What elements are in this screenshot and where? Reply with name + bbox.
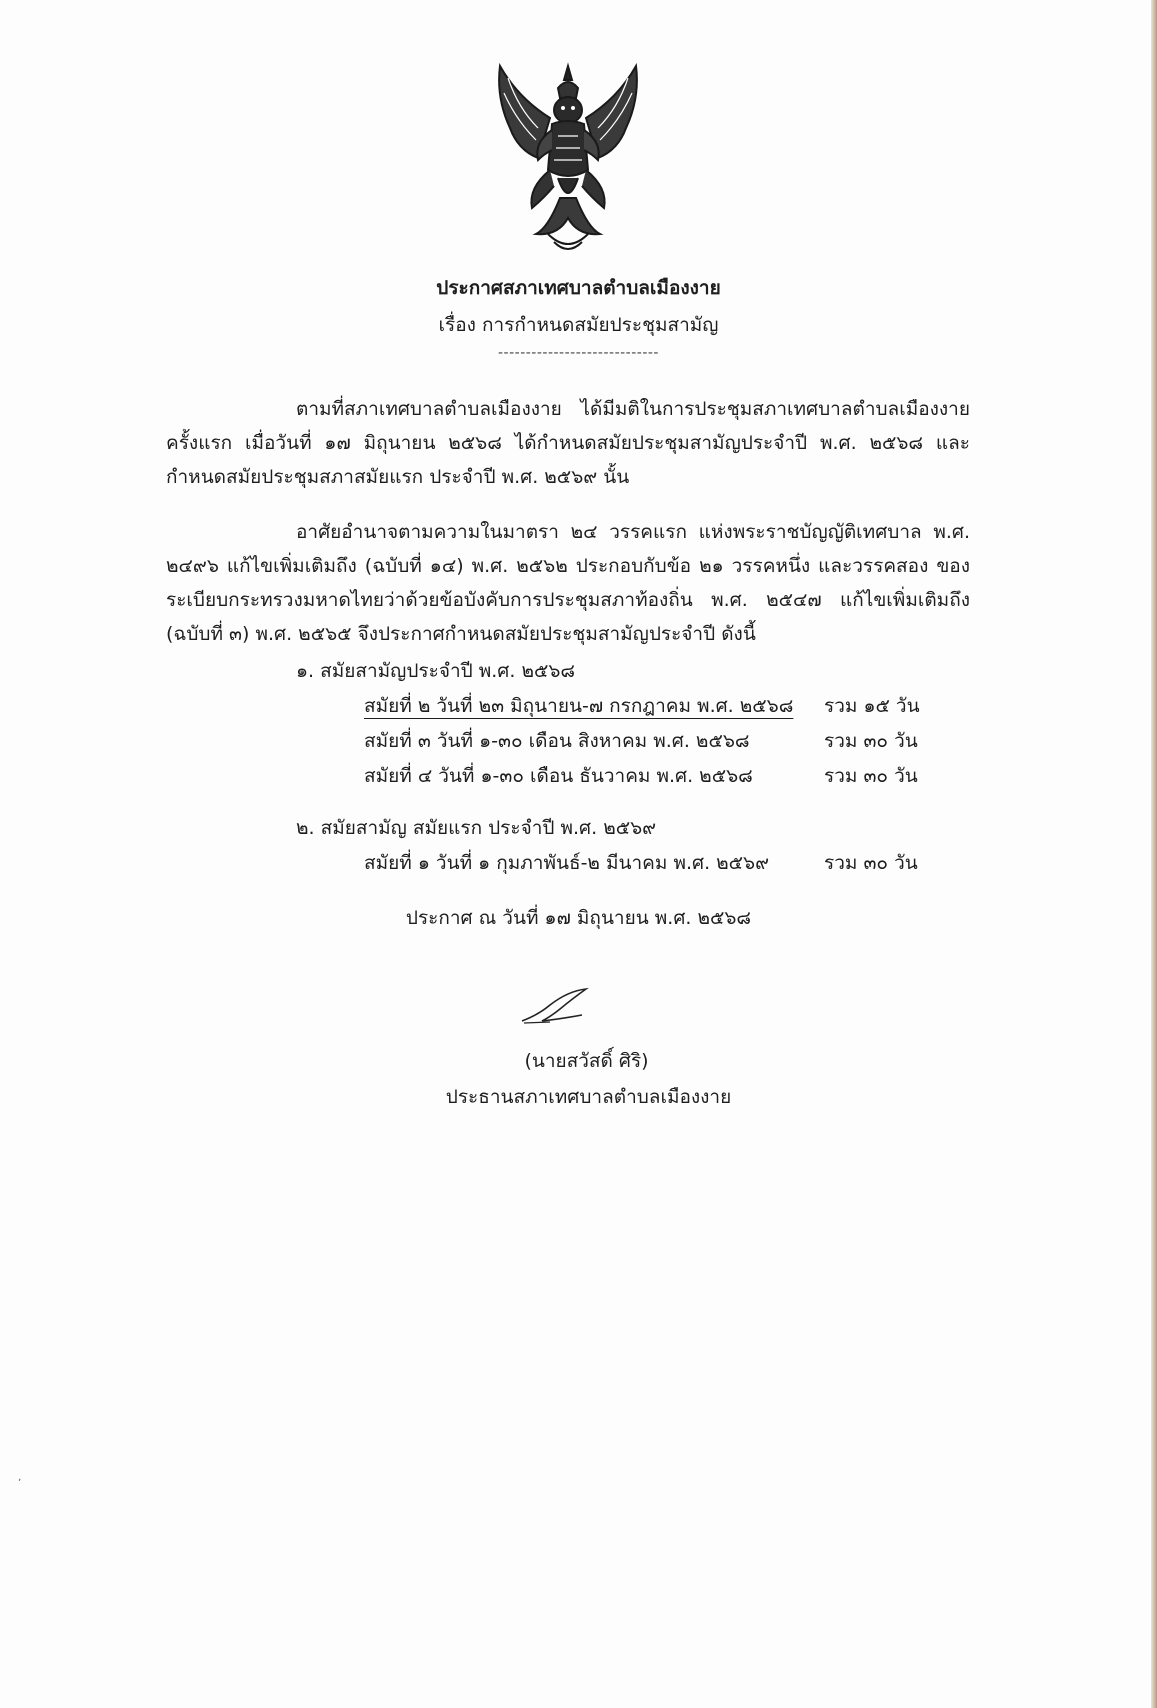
divider-line: ----------------------------- [497,345,659,361]
garuda-emblem-icon [488,58,648,258]
session-text: สมัยที่ ๑ วันที่ ๑ กุมภาพันธ์-๒ มีนาคม พ.ศ. ๒๕๖๙ [364,852,770,874]
announce-date: ประกาศ ณ วันที่ ๑๗ มิถุนายน พ.ศ. ๒๕๖๘ [405,907,752,929]
session-row [364,691,924,721]
session-total: รวม ๓๐ วัน [824,852,918,874]
session-text: สมัยที่ ๒ วันที่ ๒๓ มิถุนายน-๗ กรกฎาคม พ.ศ. ๒๕๖๘ [364,695,794,717]
session-row [364,848,924,878]
session-text: สมัยที่ ๔ วันที่ ๑-๓๐ เดือน ธันวาคม พ.ศ. ๒๕๖๘ [364,765,753,787]
paragraph-2 [166,515,970,651]
session-total: รวม ๓๐ วัน [824,765,918,787]
signature-icon [520,985,600,1030]
paper-edge [1151,0,1157,1708]
paragraph-1-text: ตามที่สภาเทศบาลตำบลเมืองงาย ได้มีมติในการประชุมสภาเทศบาลตำบลเมืองงาย ครั้งแรก เมื่อวันที่ ๑๗ มิถุนายน ๒๕๖๘ ได้กำหนดสมัยประชุมสามัญประจำปี พ.ศ. ๒๕๖๘ และกำหนดสมัยประชุมสภาสมัยแรก ประจำปี พ.ศ. ๒๕๖๙ นั้น [166,398,970,488]
speck-mark: ʼ [18,1478,22,1489]
session-total: รวม ๑๕ วัน [824,695,920,717]
signer-name: (นายสวัสดิ์ ศิริ) [524,1050,649,1072]
signer-position: ประธานสภาเทศบาลตำบลเมืองงาย [445,1086,732,1108]
paragraph-1 [166,392,970,494]
section-2-heading: ๒. สมัยสามัญ สมัยแรก ประจำปี พ.ศ. ๒๕๖๙ [296,817,657,839]
session-total: รวม ๓๐ วัน [824,730,918,752]
section-1-heading: ๑. สมัยสามัญประจำปี พ.ศ. ๒๕๖๘ [296,660,576,682]
session-text: สมัยที่ ๓ วันที่ ๑-๓๐ เดือน สิงหาคม พ.ศ. ๒๕๖๘ [364,730,750,752]
session-row [364,726,924,756]
announcement-subject: เรื่อง การกำหนดสมัยประชุมสามัญ [438,314,719,336]
session-row [364,761,924,791]
paragraph-2-text: อาศัยอำนาจตามความในมาตรา ๒๔ วรรคแรก แห่งพระราชบัญญัติเทศบาล พ.ศ. ๒๔๙๖ แก้ไขเพิ่มเติมถึง (ฉบับที่ ๑๔) พ.ศ. ๒๕๖๒ ประกอบกับข้อ ๒๑ วรรคหนึ่ง และวรรคสอง ของระเบียบกระทรวงมหาดไทยว่าด้วยข้อบังคับการประชุมสภาท้องถิ่น พ.ศ. ๒๕๔๗ แก้ไขเพิ่มเติมถึง (ฉบับที่ ๓) พ.ศ. ๒๕๖๕ จึงประกาศกำหนดสมัยประชุมสามัญประจำปี ดังนี้ [166,521,970,645]
announcement-title: ประกาศสภาเทศบาลตำบลเมืองงาย [436,277,721,299]
